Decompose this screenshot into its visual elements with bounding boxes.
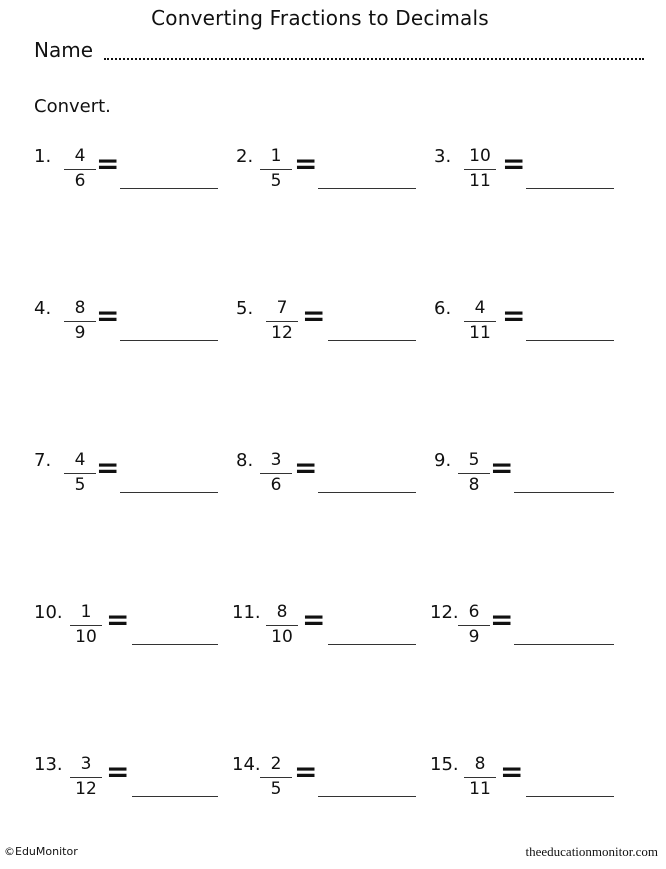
fraction xyxy=(462,298,498,346)
problem-2 xyxy=(236,146,456,206)
equals-sign: = xyxy=(96,451,120,484)
fraction-bar xyxy=(260,169,292,170)
fraction-bar xyxy=(464,321,496,322)
denominator: 11 xyxy=(469,171,491,191)
denominator: 9 xyxy=(74,323,86,343)
equals-sign: = xyxy=(294,755,318,788)
denominator: 11 xyxy=(469,323,491,343)
equals-sign: = xyxy=(302,299,326,332)
answer-blank[interactable] xyxy=(526,796,614,797)
numerator: 5 xyxy=(468,450,480,470)
answer-blank[interactable] xyxy=(318,492,416,493)
numerator: 7 xyxy=(276,298,288,318)
equals-sign: = xyxy=(106,603,130,636)
equals-sign: = xyxy=(294,451,318,484)
fraction xyxy=(258,146,294,194)
denominator: 9 xyxy=(468,627,480,647)
answer-blank[interactable] xyxy=(132,644,218,645)
numerator: 6 xyxy=(468,602,480,622)
answer-blank[interactable] xyxy=(132,796,218,797)
problem-12 xyxy=(430,602,650,662)
equals-sign: = xyxy=(302,603,326,636)
problem-6 xyxy=(434,298,654,358)
problem-11 xyxy=(232,602,452,662)
answer-blank[interactable] xyxy=(514,492,614,493)
problem-9 xyxy=(434,450,654,510)
fraction-bar xyxy=(260,777,292,778)
fraction xyxy=(62,298,98,346)
problem-number: 9. xyxy=(434,450,452,471)
problem-number: 6. xyxy=(434,298,452,319)
equals-sign: = xyxy=(294,147,318,180)
problem-7 xyxy=(34,450,254,510)
numerator: 2 xyxy=(270,754,282,774)
denominator: 6 xyxy=(74,171,86,191)
fraction-bar xyxy=(64,473,96,474)
website-text: theeducationmonitor.com xyxy=(525,844,658,859)
fraction xyxy=(258,450,294,498)
numerator: 1 xyxy=(270,146,282,166)
problem-14 xyxy=(232,754,452,814)
numerator: 3 xyxy=(270,450,282,470)
answer-blank[interactable] xyxy=(526,340,614,341)
problem-number: 14. xyxy=(232,754,261,775)
denominator: 10 xyxy=(271,627,293,647)
fraction xyxy=(68,602,104,650)
answer-blank[interactable] xyxy=(328,340,416,341)
numerator: 8 xyxy=(474,754,486,774)
denominator: 10 xyxy=(75,627,97,647)
fraction-bar xyxy=(266,321,298,322)
numerator: 8 xyxy=(276,602,288,622)
problem-1 xyxy=(34,146,254,206)
fraction xyxy=(462,754,498,802)
problem-13 xyxy=(34,754,254,814)
fraction-bar xyxy=(458,625,490,626)
problem-number: 3. xyxy=(434,146,452,167)
problem-number: 7. xyxy=(34,450,52,471)
fraction-bar xyxy=(70,625,102,626)
fraction-bar xyxy=(464,777,496,778)
equals-sign: = xyxy=(96,299,120,332)
denominator: 11 xyxy=(469,779,491,799)
equals-sign: = xyxy=(490,451,514,484)
fraction-bar xyxy=(266,625,298,626)
problem-number: 5. xyxy=(236,298,254,319)
answer-blank[interactable] xyxy=(526,188,614,189)
numerator: 8 xyxy=(74,298,86,318)
problem-number: 2. xyxy=(236,146,254,167)
fraction xyxy=(462,146,498,194)
fraction xyxy=(264,602,300,650)
name-label: Name xyxy=(34,38,94,62)
instruction-text: Convert. xyxy=(34,96,111,117)
fraction xyxy=(62,146,98,194)
problem-number: 13. xyxy=(34,754,63,775)
fraction-bar xyxy=(464,169,496,170)
fraction xyxy=(456,602,492,650)
equals-sign: = xyxy=(502,299,526,332)
name-field-row xyxy=(34,38,634,66)
answer-blank[interactable] xyxy=(120,188,218,189)
problem-5 xyxy=(236,298,456,358)
answer-blank[interactable] xyxy=(318,188,416,189)
denominator: 8 xyxy=(468,475,480,495)
fraction xyxy=(456,450,492,498)
problem-10 xyxy=(34,602,254,662)
worksheet-title: Converting Fractions to Decimals xyxy=(151,6,489,30)
denominator: 5 xyxy=(270,171,282,191)
answer-blank[interactable] xyxy=(328,644,416,645)
problem-number: 15. xyxy=(430,754,459,775)
equals-sign: = xyxy=(96,147,120,180)
problem-number: 1. xyxy=(34,146,52,167)
problem-number: 12. xyxy=(430,602,459,623)
denominator: 5 xyxy=(74,475,86,495)
denominator: 12 xyxy=(271,323,293,343)
fraction-bar xyxy=(458,473,490,474)
answer-blank[interactable] xyxy=(120,492,218,493)
name-blank-line[interactable] xyxy=(104,58,644,60)
fraction-bar xyxy=(64,321,96,322)
problem-number: 4. xyxy=(34,298,52,319)
problem-8 xyxy=(236,450,456,510)
equals-sign: = xyxy=(106,755,130,788)
fraction-bar xyxy=(260,473,292,474)
problem-number: 11. xyxy=(232,602,261,623)
problem-3 xyxy=(434,146,654,206)
answer-blank[interactable] xyxy=(514,644,614,645)
problem-4 xyxy=(34,298,254,358)
problem-number: 10. xyxy=(34,602,63,623)
fraction xyxy=(62,450,98,498)
fraction xyxy=(264,298,300,346)
numerator: 4 xyxy=(74,450,86,470)
answer-blank[interactable] xyxy=(318,796,416,797)
fraction-bar xyxy=(64,169,96,170)
denominator: 5 xyxy=(270,779,282,799)
fraction xyxy=(68,754,104,802)
numerator: 3 xyxy=(80,754,92,774)
answer-blank[interactable] xyxy=(120,340,218,341)
numerator: 1 xyxy=(80,602,92,622)
numerator: 10 xyxy=(469,146,491,166)
denominator: 12 xyxy=(75,779,97,799)
problem-number: 8. xyxy=(236,450,254,471)
copyright-text: ©EduMonitor xyxy=(4,845,78,858)
equals-sign: = xyxy=(500,755,524,788)
numerator: 4 xyxy=(474,298,486,318)
problem-15 xyxy=(430,754,650,814)
fraction-bar xyxy=(70,777,102,778)
equals-sign: = xyxy=(490,603,514,636)
numerator: 4 xyxy=(74,146,86,166)
equals-sign: = xyxy=(502,147,526,180)
fraction xyxy=(258,754,294,802)
denominator: 6 xyxy=(270,475,282,495)
